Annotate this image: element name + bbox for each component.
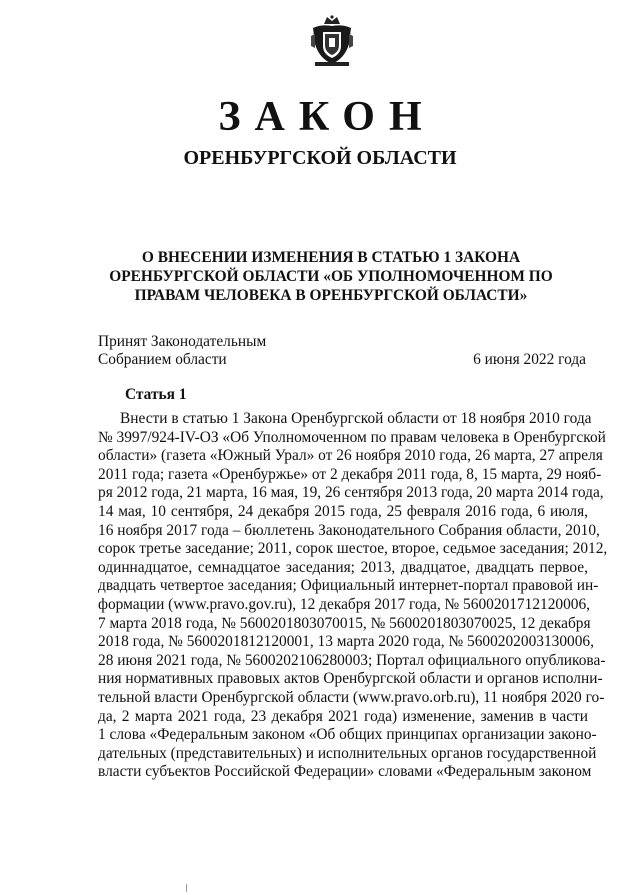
body-line: ния нормативных правовых актов Оренбургской области и органов исполни- xyxy=(98,670,603,688)
article-body xyxy=(98,410,608,782)
page-edge-mark xyxy=(186,884,187,892)
body-line: сорок третье заседание; 2011, сорок шестое, второе, седьмое заседания; 2012, xyxy=(98,540,608,558)
body-line: ря 2012 года, 21 марта, 16 мая, 19, 26 сентября 2013 года, 20 марта 2014 года, xyxy=(98,484,604,502)
body-line: 14 мая, 10 сентября, 24 декабря 2015 года, 25 февраля 2016 года, 6 июля, xyxy=(98,502,588,520)
adoption-line: Принят Законодательным xyxy=(98,333,267,350)
body-line: да, 2 марта 2021 года, 23 декабря 2021 года) изменение, заменив в части xyxy=(98,707,588,725)
body-line: 2011 года; газета «Оренбуржье» от 2 декабря 2011 года, 8, 15 марта, 29 нояб- xyxy=(98,465,602,483)
body-line: области» (газета «Южный Урал» от 26 ноября 2010 года, 26 марта, 27 апреля xyxy=(98,447,603,465)
body-line: двадцать четвертое заседания; Официальный интернет-портал правовой ин- xyxy=(98,577,599,595)
adoption-date: 6 июня 2022 года xyxy=(473,351,586,368)
region-title: ОРЕНБУРГСКОЙ ОБЛАСТИ xyxy=(183,147,457,169)
body-line: формации (www.pravo.gov.ru), 12 декабря 2017 года, № 5600201712120006, xyxy=(98,595,591,613)
article-heading: Статья 1 xyxy=(125,386,187,403)
body-line: 1 слова «Федеральным законом «Об общих принципах организации законо- xyxy=(98,726,597,744)
body-line: 7 марта 2018 года, № 5600201803070015, № 5600201803070025, 12 декабря xyxy=(98,614,591,632)
body-line: 28 июня 2021 года, № 5600202106280003; Портал официального опубликова- xyxy=(98,651,606,669)
body-line: одиннадцатое, семнадцатое заседания; 2013, двадцатое, двадцать первое, xyxy=(98,558,588,576)
body-line: 2018 года, № 5600201812120001, 13 марта 2020 года, № 5600202003130006, xyxy=(98,633,594,651)
coat-of-arms-emblem xyxy=(309,14,355,68)
body-line: 16 ноября 2017 года – бюллетень Законодательного Собрания области, 2010, xyxy=(98,521,600,539)
subject-line: ПРАВАМ ЧЕЛОВЕКА В ОРЕНБУРГСКОЙ ОБЛАСТИ» xyxy=(134,287,528,304)
subject-line: О ВНЕСЕНИИ ИЗМЕНЕНИЯ В СТАТЬЮ 1 ЗАКОНА xyxy=(141,249,521,266)
law-subject xyxy=(90,248,572,305)
body-line: № 3997/924-IV-ОЗ «Об Уполномоченном по правам человека в Оренбургской xyxy=(98,428,606,446)
adoption-line: Собранием области xyxy=(98,351,227,368)
law-title: ЗАКОН xyxy=(218,94,436,140)
body-line: дательных (представительных) и исполнительных органов государственной xyxy=(98,744,597,762)
body-line: власти субъектов Российской Федерации» словами «Федеральным законом xyxy=(98,763,592,781)
subject-line: ОРЕНБУРГСКОЙ ОБЛАСТИ «ОБ УПОЛНОМОЧЕННОМ ПО xyxy=(109,268,553,285)
body-line: Внести в статью 1 Закона Оренбургской области от 18 ноября 2010 года xyxy=(120,410,592,427)
body-line: тельной власти Оренбургской области (www.pravo.orb.ru), 11 ноября 2020 го- xyxy=(98,688,605,706)
adoption-note xyxy=(98,333,266,369)
